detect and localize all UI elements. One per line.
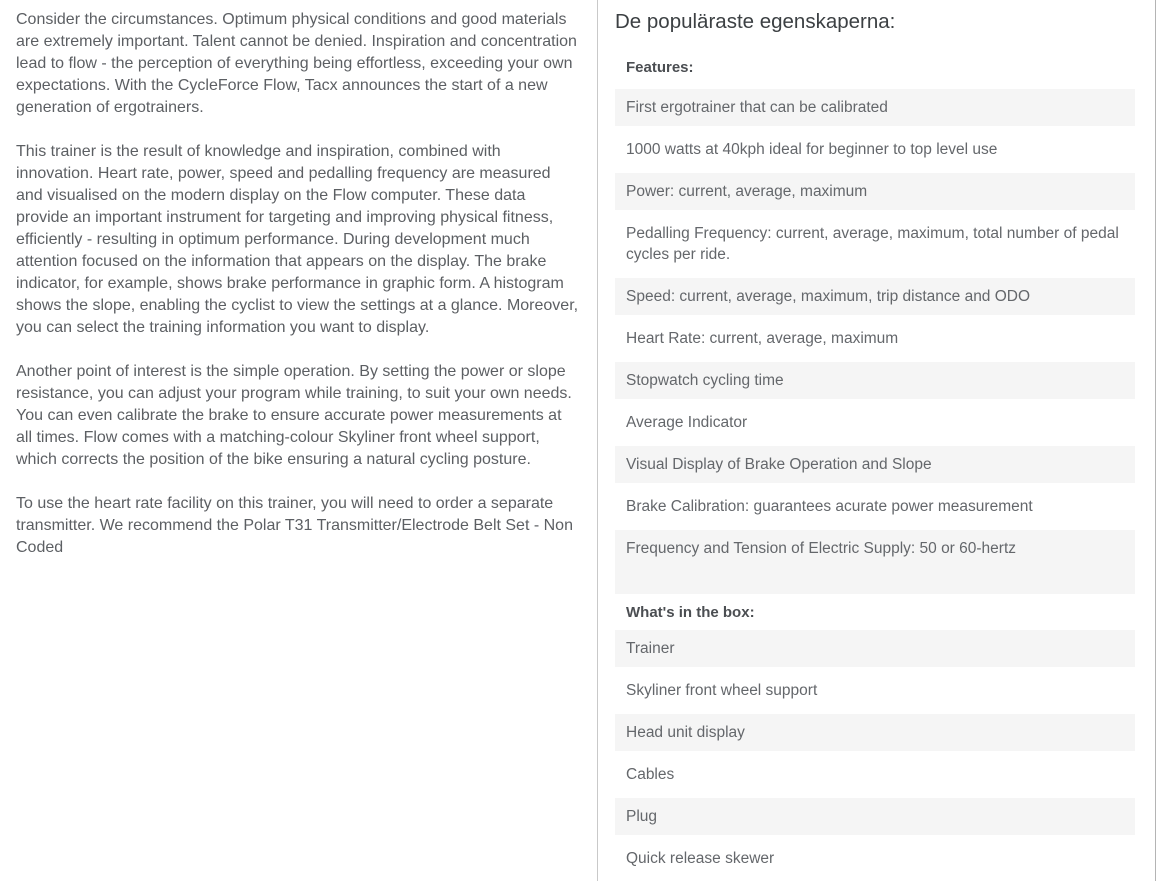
feature-row: 1000 watts at 40kph ideal for beginner to top level use <box>626 141 998 158</box>
feature-row: Frequency and Tension of Electric Supply: 50 or 60-hertz <box>615 530 1135 594</box>
feature-row: Average Indicator <box>626 414 748 431</box>
right-edge-line <box>1155 0 1156 881</box>
feature-row: Brake Calibration: guarantees acurate power measurement <box>626 498 1033 515</box>
box-content-row: Quick release skewer <box>626 850 775 867</box>
feature-row: Power: current, average, maximum <box>615 173 1135 210</box>
description-paragraph: This trainer is the result of knowledge and inspiration, combined with innovation. Heart rate, power, speed and pedalling frequency are measured and visualised on the modern display on the Flow computer. These data provide an important instrument for targeting and improving physical fitness, efficiently - resulting in optimum performance. During development much attention focused on the information that appears on the display. The brake indicator, for example, shows brake performance in graphic form. A histogram shows the slope, enabling the cyclist to view the settings at a glance. Moreover, you can select the training information you want to display. <box>16 143 579 336</box>
box-content-row: Head unit display <box>615 714 1135 751</box>
description-paragraph: Another point of interest is the simple operation. By setting the power or slope resistance, you can adjust your program while training, to suit your own needs. You can even calibrate the brake to ensure accurate power measurements at all times. Flow comes with a matching-colour Skyliner front wheel support, which corrects the position of the bike ensuring a natural cycling posture. <box>16 363 572 468</box>
features-section-heading: Features: <box>626 59 694 76</box>
box-content-row: Skyliner front wheel support <box>626 682 818 699</box>
box-content-row: Plug <box>615 798 1135 835</box>
box-contents-section-heading: What's in the box: <box>626 604 755 621</box>
feature-row: First ergotrainer that can be calibrated <box>615 89 1135 126</box>
feature-row: Stopwatch cycling time <box>615 362 1135 399</box>
box-content-row: Cables <box>626 766 675 783</box>
feature-row: Heart Rate: current, average, maximum <box>626 330 899 347</box>
feature-row: Pedalling Frequency: current, average, maximum, total number of pedal cycles per ride. <box>626 225 1119 263</box>
box-content-row: Trainer <box>615 630 1135 667</box>
panel-title: De populäraste egenskaperna: <box>615 10 896 33</box>
popular-features-panel <box>598 0 1163 881</box>
feature-row: Visual Display of Brake Operation and Slope <box>615 446 1135 483</box>
description-paragraph: To use the heart rate facility on this trainer, you will need to order a separate transmitter. We recommend the Polar T31 Transmitter/Electrode Belt Set - Non Coded <box>16 495 573 556</box>
feature-row: Speed: current, average, maximum, trip distance and ODO <box>615 278 1135 315</box>
description-paragraph: Consider the circumstances. Optimum physical conditions and good materials are extremely important. Talent cannot be denied. Inspiration and concentration lead to flow - the perception of everything being effortless, exceeding your own expectations. With the CycleForce Flow, Tacx announces the start of a new generation of ergotrainers. <box>16 11 577 116</box>
